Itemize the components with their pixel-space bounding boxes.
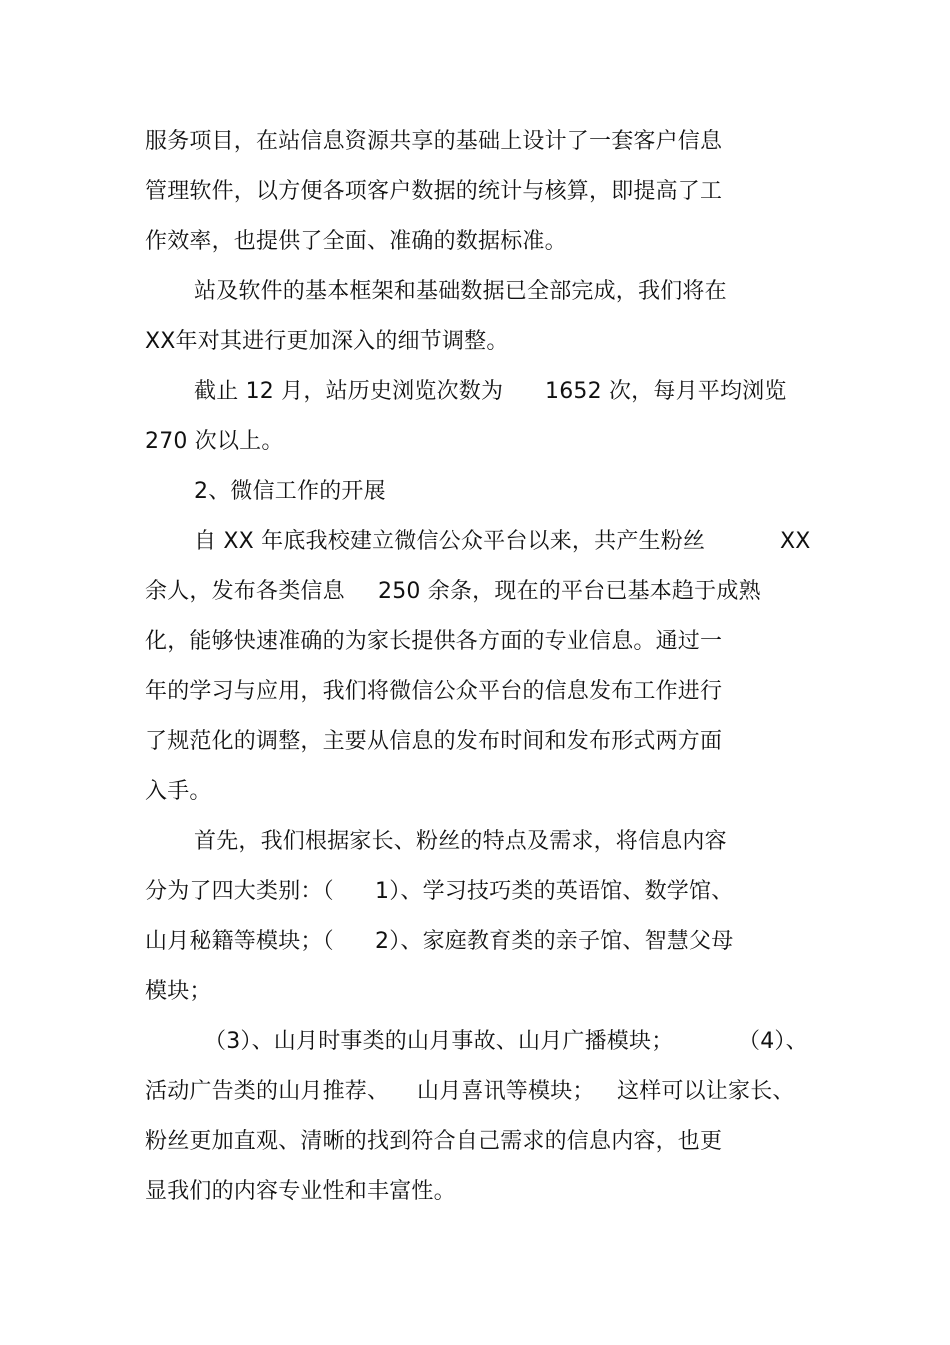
text-line: 粉丝更加直观、清晰的找到符合自己需求的信息内容，也更 (145, 1129, 723, 1154)
paragraph-start-line (194, 527, 844, 557)
text-segment: 1）、学习技巧类的英语馆、数学馆、 (375, 879, 734, 904)
text-segment: 截止 12 月，站历史浏览次数为 (194, 379, 504, 404)
paragraph-start-line (194, 377, 894, 407)
text-segment: 山月秘籍等模块；（ (145, 929, 334, 954)
text-segment: XX (780, 529, 811, 554)
text-line (145, 1077, 805, 1107)
text-segment: 这样可以让家长、 (617, 1079, 795, 1104)
text-line (145, 877, 785, 907)
text-line: 270 次以上。 (145, 429, 284, 454)
text-line: 显我们的内容专业性和丰富性。 (145, 1179, 456, 1204)
paragraph-start-line (204, 1027, 824, 1057)
text-line: 模块； (145, 979, 212, 1004)
text-line: 化，能够快速准确的为家长提供各方面的专业信息。通过一 (145, 629, 723, 654)
paragraph-start-line: 首先，我们根据家长、粉丝的特点及需求，将信息内容 (194, 829, 727, 854)
text-line (145, 927, 785, 957)
text-segment: （3）、山月时事类的山月事故、山月广播模块； (204, 1029, 674, 1054)
text-line: 年的学习与应用，我们将微信公众平台的信息发布工作进行 (145, 679, 723, 704)
text-segment: 1652 次，每月平均浏览 (545, 379, 787, 404)
text-segment: 分为了四大类别：（ (145, 879, 334, 904)
text-line: 管理软件，以方便各项客户数据的统计与核算，即提高了工 (145, 179, 723, 204)
text-segment: 余人，发布各类信息 (145, 579, 345, 604)
text-line: 了规范化的调整，主要从信息的发布时间和发布形式两方面 (145, 729, 723, 754)
text-segment: 250 余条，现在的平台已基本趋于成熟 (378, 579, 761, 604)
text-segment: 2）、家庭教育类的亲子馆、智慧父母 (375, 929, 734, 954)
text-line: XX年对其进行更加深入的细节调整。 (145, 329, 509, 354)
text-segment: 自 XX 年底我校建立微信公众平台以来，共产生粉丝 (194, 529, 706, 554)
text-segment: 活动广告类的山月推荐、 (145, 1079, 390, 1104)
text-line: 作效率，也提供了全面、准确的数据标准。 (145, 229, 567, 254)
text-segment: 山月喜讯等模块； (417, 1079, 595, 1104)
text-line: 入手。 (145, 779, 212, 804)
section-heading: 2、微信工作的开展 (194, 479, 386, 504)
text-line (145, 577, 795, 607)
text-segment: （4）、 (738, 1029, 808, 1054)
text-line: 服务项目，在站信息资源共享的基础上设计了一套客户信息 (145, 129, 723, 154)
paragraph-start-line: 站及软件的基本框架和基础数据已全部完成，我们将在 (194, 279, 727, 304)
